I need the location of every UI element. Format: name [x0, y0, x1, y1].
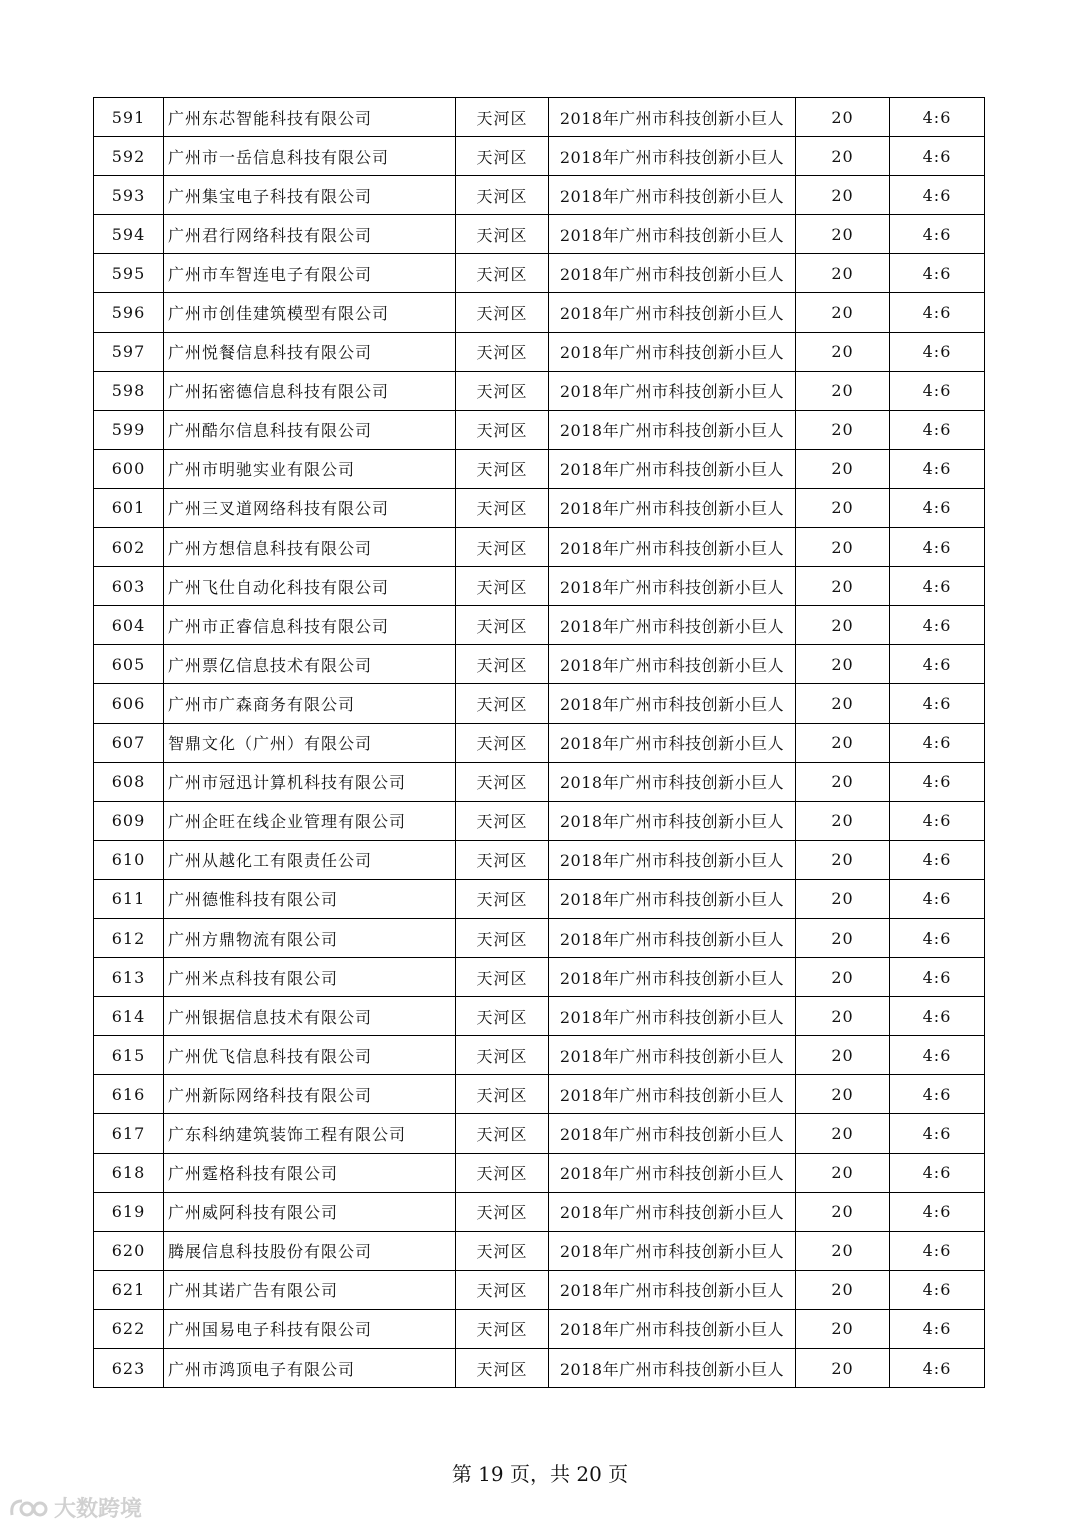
project-name-cell: 2018年广州市科技创新小巨人 [549, 684, 796, 723]
funding-ratio-cell: 4:6 [890, 840, 985, 879]
company-table [93, 97, 985, 1388]
funding-ratio-cell: 4:6 [890, 997, 985, 1036]
funding-amount-cell: 20 [796, 488, 890, 527]
company-name-cell: 广州企旺在线企业管理有限公司 [164, 801, 456, 840]
project-name-cell: 2018年广州市科技创新小巨人 [549, 528, 796, 567]
project-name-cell: 2018年广州市科技创新小巨人 [549, 997, 796, 1036]
district-cell: 天河区 [456, 1114, 549, 1153]
table-row [94, 1349, 985, 1388]
row-number-cell: 591 [94, 98, 164, 137]
row-number-cell: 617 [94, 1114, 164, 1153]
funding-amount-cell: 20 [796, 137, 890, 176]
table-row [94, 567, 985, 606]
project-name-cell: 2018年广州市科技创新小巨人 [549, 254, 796, 293]
row-number-cell: 612 [94, 918, 164, 957]
table-row [94, 137, 985, 176]
row-number-cell: 619 [94, 1192, 164, 1231]
table-row [94, 176, 985, 215]
funding-ratio-cell: 4:6 [890, 801, 985, 840]
project-name-cell: 2018年广州市科技创新小巨人 [549, 918, 796, 957]
project-name-cell: 2018年广州市科技创新小巨人 [549, 176, 796, 215]
district-cell: 天河区 [456, 528, 549, 567]
funding-amount-cell: 20 [796, 840, 890, 879]
row-number-cell: 601 [94, 488, 164, 527]
company-name-cell: 广州集宝电子科技有限公司 [164, 176, 456, 215]
page-footer: 第 19 页，共 20 页 [451, 1462, 629, 1486]
funding-amount-cell: 20 [796, 684, 890, 723]
district-cell: 天河区 [456, 1349, 549, 1388]
funding-amount-cell: 20 [796, 1309, 890, 1348]
project-name-cell: 2018年广州市科技创新小巨人 [549, 801, 796, 840]
company-name-cell: 广州市冠迅计算机科技有限公司 [164, 762, 456, 801]
funding-amount-cell: 20 [796, 332, 890, 371]
project-name-cell: 2018年广州市科技创新小巨人 [549, 762, 796, 801]
funding-ratio-cell: 4:6 [890, 488, 985, 527]
company-name-cell: 广州票亿信息技术有限公司 [164, 645, 456, 684]
company-name-cell: 广州方鼎物流有限公司 [164, 918, 456, 957]
district-cell: 天河区 [456, 958, 549, 997]
project-name-cell: 2018年广州市科技创新小巨人 [549, 1309, 796, 1348]
funding-amount-cell: 20 [796, 918, 890, 957]
funding-ratio-cell: 4:6 [890, 879, 985, 918]
company-name-cell: 广州东芯智能科技有限公司 [164, 98, 456, 137]
funding-ratio-cell: 4:6 [890, 137, 985, 176]
row-number-cell: 614 [94, 997, 164, 1036]
district-cell: 天河区 [456, 918, 549, 957]
project-name-cell: 2018年广州市科技创新小巨人 [549, 215, 796, 254]
row-number-cell: 605 [94, 645, 164, 684]
funding-ratio-cell: 4:6 [890, 1075, 985, 1114]
table-row [94, 1075, 985, 1114]
row-number-cell: 615 [94, 1036, 164, 1075]
company-name-cell: 腾展信息科技股份有限公司 [164, 1231, 456, 1270]
project-name-cell: 2018年广州市科技创新小巨人 [549, 98, 796, 137]
company-name-cell: 广州德惟科技有限公司 [164, 879, 456, 918]
row-number-cell: 596 [94, 293, 164, 332]
company-name-cell: 广州市创佳建筑模型有限公司 [164, 293, 456, 332]
row-number-cell: 609 [94, 801, 164, 840]
district-cell: 天河区 [456, 801, 549, 840]
company-table-container [93, 97, 984, 1388]
company-name-cell: 广州霆格科技有限公司 [164, 1153, 456, 1192]
funding-amount-cell: 20 [796, 1036, 890, 1075]
district-cell: 天河区 [456, 449, 549, 488]
project-name-cell: 2018年广州市科技创新小巨人 [549, 958, 796, 997]
funding-amount-cell: 20 [796, 1192, 890, 1231]
company-name-cell: 广州悦餐信息科技有限公司 [164, 332, 456, 371]
company-name-cell: 广州飞仕自动化科技有限公司 [164, 567, 456, 606]
project-name-cell: 2018年广州市科技创新小巨人 [549, 606, 796, 645]
funding-ratio-cell: 4:6 [890, 371, 985, 410]
company-name-cell: 广东科纳建筑装饰工程有限公司 [164, 1114, 456, 1153]
row-number-cell: 602 [94, 528, 164, 567]
project-name-cell: 2018年广州市科技创新小巨人 [549, 567, 796, 606]
row-number-cell: 608 [94, 762, 164, 801]
table-row [94, 801, 985, 840]
row-number-cell: 597 [94, 332, 164, 371]
funding-amount-cell: 20 [796, 1153, 890, 1192]
funding-ratio-cell: 4:6 [890, 1192, 985, 1231]
funding-ratio-cell: 4:6 [890, 684, 985, 723]
district-cell: 天河区 [456, 176, 549, 215]
row-number-cell: 599 [94, 410, 164, 449]
table-row [94, 1036, 985, 1075]
funding-amount-cell: 20 [796, 606, 890, 645]
funding-ratio-cell: 4:6 [890, 332, 985, 371]
table-row [94, 1114, 985, 1153]
funding-amount-cell: 20 [796, 1231, 890, 1270]
company-name-cell: 广州酷尔信息科技有限公司 [164, 410, 456, 449]
row-number-cell: 593 [94, 176, 164, 215]
project-name-cell: 2018年广州市科技创新小巨人 [549, 137, 796, 176]
funding-amount-cell: 20 [796, 215, 890, 254]
funding-amount-cell: 20 [796, 723, 890, 762]
funding-amount-cell: 20 [796, 176, 890, 215]
row-number-cell: 622 [94, 1309, 164, 1348]
funding-amount-cell: 20 [796, 254, 890, 293]
funding-ratio-cell: 4:6 [890, 215, 985, 254]
funding-amount-cell: 20 [796, 1270, 890, 1309]
project-name-cell: 2018年广州市科技创新小巨人 [549, 1075, 796, 1114]
district-cell: 天河区 [456, 879, 549, 918]
funding-amount-cell: 20 [796, 879, 890, 918]
table-row [94, 918, 985, 957]
table-row [94, 449, 985, 488]
funding-ratio-cell: 4:6 [890, 528, 985, 567]
table-row [94, 997, 985, 1036]
table-body [94, 98, 985, 1388]
table-row [94, 723, 985, 762]
funding-ratio-cell: 4:6 [890, 293, 985, 332]
company-name-cell: 广州米点科技有限公司 [164, 958, 456, 997]
row-number-cell: 600 [94, 449, 164, 488]
company-name-cell: 广州银据信息技术有限公司 [164, 997, 456, 1036]
company-name-cell: 广州方想信息科技有限公司 [164, 528, 456, 567]
table-row [94, 762, 985, 801]
funding-amount-cell: 20 [796, 801, 890, 840]
funding-ratio-cell: 4:6 [890, 918, 985, 957]
table-row [94, 1270, 985, 1309]
funding-ratio-cell: 4:6 [890, 449, 985, 488]
row-number-cell: 604 [94, 606, 164, 645]
district-cell: 天河区 [456, 723, 549, 762]
table-row [94, 1153, 985, 1192]
district-cell: 天河区 [456, 1153, 549, 1192]
row-number-cell: 618 [94, 1153, 164, 1192]
district-cell: 天河区 [456, 137, 549, 176]
table-row [94, 958, 985, 997]
row-number-cell: 598 [94, 371, 164, 410]
district-cell: 天河区 [456, 254, 549, 293]
funding-ratio-cell: 4:6 [890, 606, 985, 645]
funding-ratio-cell: 4:6 [890, 410, 985, 449]
table-row [94, 840, 985, 879]
funding-ratio-cell: 4:6 [890, 176, 985, 215]
company-name-cell: 广州君行网络科技有限公司 [164, 215, 456, 254]
funding-ratio-cell: 4:6 [890, 254, 985, 293]
table-row [94, 215, 985, 254]
funding-amount-cell: 20 [796, 293, 890, 332]
funding-amount-cell: 20 [796, 1349, 890, 1388]
funding-amount-cell: 20 [796, 449, 890, 488]
district-cell: 天河区 [456, 98, 549, 137]
company-name-cell: 广州三叉道网络科技有限公司 [164, 488, 456, 527]
table-row [94, 293, 985, 332]
project-name-cell: 2018年广州市科技创新小巨人 [549, 449, 796, 488]
district-cell: 天河区 [456, 1036, 549, 1075]
company-name-cell: 广州市广森商务有限公司 [164, 684, 456, 723]
funding-amount-cell: 20 [796, 98, 890, 137]
funding-amount-cell: 20 [796, 410, 890, 449]
district-cell: 天河区 [456, 606, 549, 645]
district-cell: 天河区 [456, 1231, 549, 1270]
brand-logo-icon [8, 1495, 48, 1521]
company-name-cell: 广州市车智连电子有限公司 [164, 254, 456, 293]
table-row [94, 1192, 985, 1231]
row-number-cell: 611 [94, 879, 164, 918]
project-name-cell: 2018年广州市科技创新小巨人 [549, 1349, 796, 1388]
company-name-cell: 广州威阿科技有限公司 [164, 1192, 456, 1231]
funding-amount-cell: 20 [796, 645, 890, 684]
funding-ratio-cell: 4:6 [890, 1036, 985, 1075]
district-cell: 天河区 [456, 997, 549, 1036]
district-cell: 天河区 [456, 1075, 549, 1114]
row-number-cell: 623 [94, 1349, 164, 1388]
district-cell: 天河区 [456, 1192, 549, 1231]
project-name-cell: 2018年广州市科技创新小巨人 [549, 1114, 796, 1153]
table-row [94, 1309, 985, 1348]
table-row [94, 488, 985, 527]
row-number-cell: 621 [94, 1270, 164, 1309]
table-row [94, 332, 985, 371]
row-number-cell: 620 [94, 1231, 164, 1270]
funding-ratio-cell: 4:6 [890, 567, 985, 606]
funding-ratio-cell: 4:6 [890, 958, 985, 997]
funding-ratio-cell: 4:6 [890, 723, 985, 762]
table-row [94, 528, 985, 567]
row-number-cell: 606 [94, 684, 164, 723]
funding-amount-cell: 20 [796, 371, 890, 410]
project-name-cell: 2018年广州市科技创新小巨人 [549, 1231, 796, 1270]
funding-ratio-cell: 4:6 [890, 1270, 985, 1309]
watermark-text: 大数跨境 [54, 1497, 143, 1522]
project-name-cell: 2018年广州市科技创新小巨人 [549, 371, 796, 410]
row-number-cell: 592 [94, 137, 164, 176]
funding-ratio-cell: 4:6 [890, 1309, 985, 1348]
funding-amount-cell: 20 [796, 958, 890, 997]
row-number-cell: 610 [94, 840, 164, 879]
project-name-cell: 2018年广州市科技创新小巨人 [549, 410, 796, 449]
district-cell: 天河区 [456, 1270, 549, 1309]
table-row [94, 879, 985, 918]
project-name-cell: 2018年广州市科技创新小巨人 [549, 1153, 796, 1192]
company-name-cell: 广州国易电子科技有限公司 [164, 1309, 456, 1348]
table-row [94, 684, 985, 723]
funding-amount-cell: 20 [796, 1114, 890, 1153]
project-name-cell: 2018年广州市科技创新小巨人 [549, 1270, 796, 1309]
district-cell: 天河区 [456, 684, 549, 723]
row-number-cell: 616 [94, 1075, 164, 1114]
funding-ratio-cell: 4:6 [890, 762, 985, 801]
company-name-cell: 广州拓密德信息科技有限公司 [164, 371, 456, 410]
project-name-cell: 2018年广州市科技创新小巨人 [549, 645, 796, 684]
funding-ratio-cell: 4:6 [890, 1231, 985, 1270]
row-number-cell: 594 [94, 215, 164, 254]
project-name-cell: 2018年广州市科技创新小巨人 [549, 332, 796, 371]
funding-amount-cell: 20 [796, 528, 890, 567]
table-row [94, 606, 985, 645]
project-name-cell: 2018年广州市科技创新小巨人 [549, 293, 796, 332]
table-row [94, 410, 985, 449]
company-name-cell: 广州新际网络科技有限公司 [164, 1075, 456, 1114]
funding-amount-cell: 20 [796, 997, 890, 1036]
row-number-cell: 595 [94, 254, 164, 293]
table-row [94, 254, 985, 293]
funding-amount-cell: 20 [796, 1075, 890, 1114]
district-cell: 天河区 [456, 567, 549, 606]
company-name-cell: 广州优飞信息科技有限公司 [164, 1036, 456, 1075]
funding-ratio-cell: 4:6 [890, 1153, 985, 1192]
project-name-cell: 2018年广州市科技创新小巨人 [549, 723, 796, 762]
district-cell: 天河区 [456, 332, 549, 371]
company-name-cell: 广州市正睿信息科技有限公司 [164, 606, 456, 645]
project-name-cell: 2018年广州市科技创新小巨人 [549, 1192, 796, 1231]
funding-ratio-cell: 4:6 [890, 645, 985, 684]
funding-amount-cell: 20 [796, 762, 890, 801]
company-name-cell: 智鼎文化（广州）有限公司 [164, 723, 456, 762]
company-name-cell: 广州从越化工有限责任公司 [164, 840, 456, 879]
district-cell: 天河区 [456, 488, 549, 527]
table-row [94, 98, 985, 137]
project-name-cell: 2018年广州市科技创新小巨人 [549, 879, 796, 918]
table-row [94, 1231, 985, 1270]
district-cell: 天河区 [456, 1309, 549, 1348]
company-name-cell: 广州市一岳信息科技有限公司 [164, 137, 456, 176]
district-cell: 天河区 [456, 371, 549, 410]
row-number-cell: 607 [94, 723, 164, 762]
district-cell: 天河区 [456, 410, 549, 449]
funding-amount-cell: 20 [796, 567, 890, 606]
project-name-cell: 2018年广州市科技创新小巨人 [549, 840, 796, 879]
table-row [94, 371, 985, 410]
row-number-cell: 613 [94, 958, 164, 997]
project-name-cell: 2018年广州市科技创新小巨人 [549, 488, 796, 527]
project-name-cell: 2018年广州市科技创新小巨人 [549, 1036, 796, 1075]
district-cell: 天河区 [456, 840, 549, 879]
company-name-cell: 广州市鸿顶电子有限公司 [164, 1349, 456, 1388]
district-cell: 天河区 [456, 762, 549, 801]
district-cell: 天河区 [456, 293, 549, 332]
district-cell: 天河区 [456, 215, 549, 254]
funding-ratio-cell: 4:6 [890, 1114, 985, 1153]
district-cell: 天河区 [456, 645, 549, 684]
funding-ratio-cell: 4:6 [890, 98, 985, 137]
funding-ratio-cell: 4:6 [890, 1349, 985, 1388]
company-name-cell: 广州市明驰实业有限公司 [164, 449, 456, 488]
watermark [8, 1492, 142, 1523]
table-row [94, 645, 985, 684]
row-number-cell: 603 [94, 567, 164, 606]
company-name-cell: 广州其诺广告有限公司 [164, 1270, 456, 1309]
